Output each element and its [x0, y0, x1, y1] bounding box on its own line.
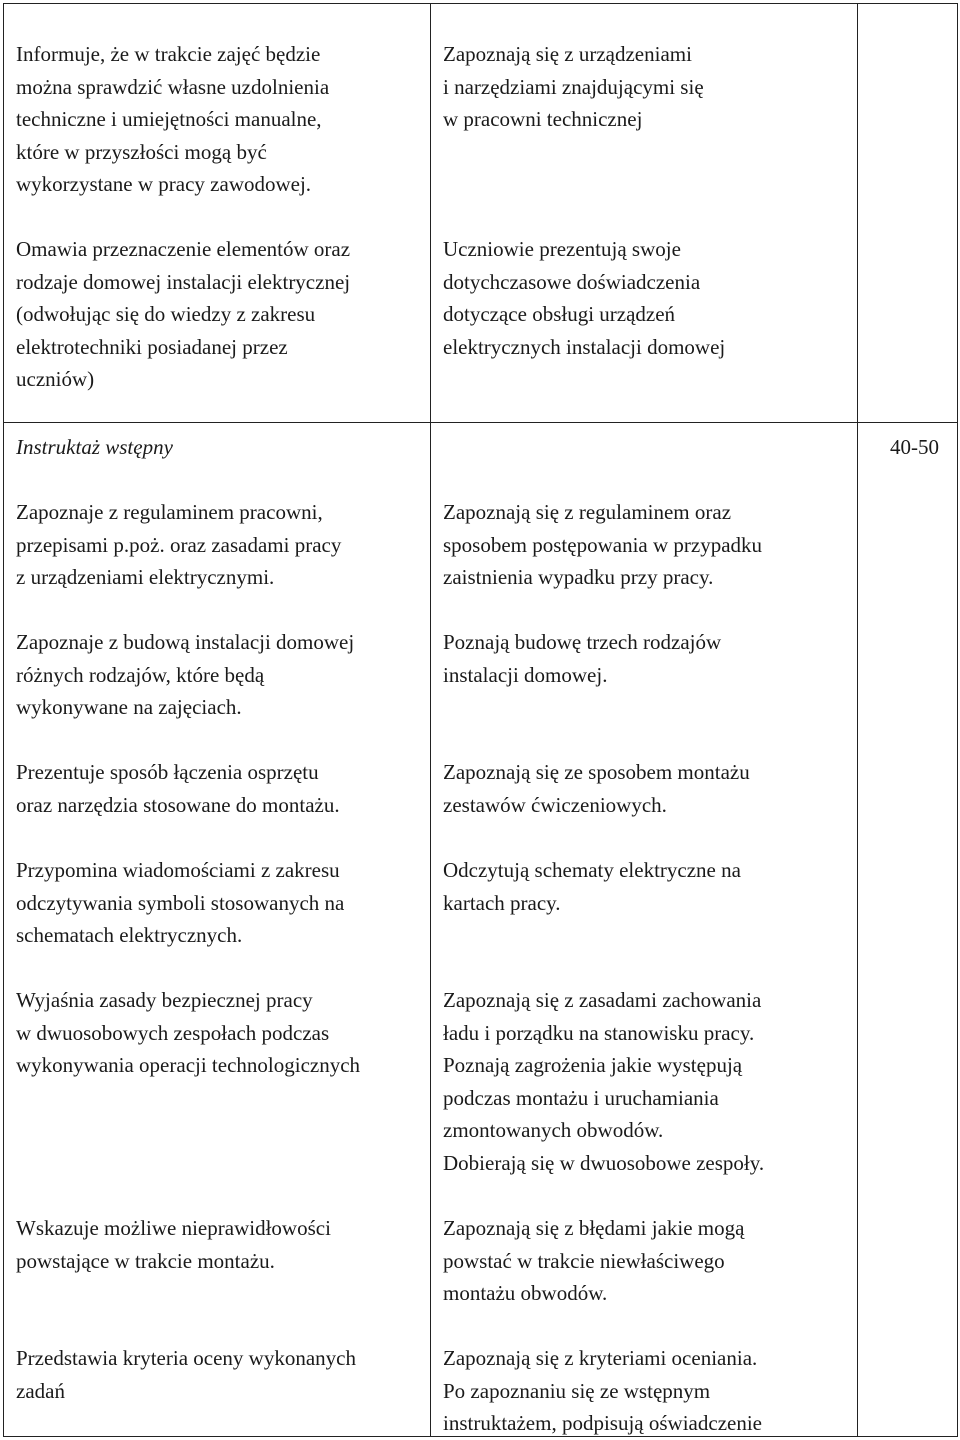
- student-paragraph: Uczniowie prezentują swoje dotychczasowe doświadczenia dotyczące obsługi urządzeń elektrycznych instalacji domowej: [443, 237, 726, 359]
- table-row: [4, 423, 958, 1437]
- student-paragraph: Zapoznają się z regulaminem oraz sposobem postępowania w przypadku zaistnienia wypadku przy pracy.: [443, 500, 763, 590]
- student-activity-cell: [431, 423, 858, 1437]
- teacher-paragraph: Omawia przeznaczenie elementów oraz rodzaje domowej instalacji elektrycznej (odwołując się do wiedzy z zakresu elektrotechniki posiadanej przez uczniów): [16, 237, 351, 392]
- table-row: [4, 4, 958, 423]
- student-activity-cell: [431, 4, 858, 423]
- student-paragraph: Zapoznają się z błędami jakie mogą powstać w trakcie niewłaściwego montażu obwodów.: [443, 1216, 745, 1306]
- section-title: Instruktaż wstępny: [16, 435, 173, 459]
- student-paragraph: Zapoznają się ze sposobem montażu zestawów ćwiczeniowych.: [443, 760, 750, 817]
- teacher-paragraph: Informuje, że w trakcie zajęć będzie można sprawdzić własne uzdolnienia techniczne i umiejętności manualne, które w przyszłości mogą być wykorzystane w pracy zawodowej.: [16, 42, 330, 197]
- teacher-paragraph: Przedstawia kryteria oceny wykonanych zadań: [16, 1346, 356, 1403]
- teacher-activity-cell: [4, 4, 431, 423]
- teacher-paragraph: Zapoznaje z regulaminem pracowni, przepisami p.poż. oraz zasadami pracy z urządzeniami elektrycznymi.: [16, 500, 342, 590]
- student-paragraph: Zapoznają się z zasadami zachowania ładu i porządku na stanowisku pracy. Poznają zagrożenia jakie występują podczas montażu i uruchamiania zmontowanych obwodów. Dobierają się w dwuosobowe zespoły.: [443, 988, 765, 1175]
- teacher-paragraph: Wyjaśnia zasady bezpiecznej pracy w dwuosobowych zespołach podczas wykonywania operacji technologicznych: [16, 988, 361, 1078]
- student-paragraph: Zapoznają się z kryteriami oceniania. Po zapoznaniu się ze wstępnym instruktażem, podpisują oświadczenie: [443, 1346, 762, 1436]
- student-paragraph: Zapoznają się z urządzeniami i narzędziami znajdującymi się w pracowni technicznej: [443, 42, 704, 132]
- time-cell: [858, 423, 958, 1437]
- lesson-plan-table: [3, 3, 958, 1437]
- time-value: 40-50: [890, 435, 939, 459]
- teacher-paragraph: Zapoznaje z budową instalacji domowej różnych rodzajów, które będą wykonywane na zajęciach.: [16, 630, 355, 720]
- teacher-paragraph: Wskazuje możliwe nieprawidłowości powstające w trakcie montażu.: [16, 1216, 331, 1273]
- teacher-paragraph: Przypomina wiadomościami z zakresu odczytywania symboli stosowanych na schematach elektrycznych.: [16, 858, 345, 948]
- teacher-activity-cell: [4, 423, 431, 1437]
- student-paragraph: Odczytują schematy elektryczne na kartach pracy.: [443, 858, 741, 915]
- teacher-paragraph: Prezentuje sposób łączenia osprzętu oraz narzędzia stosowane do montażu.: [16, 760, 340, 817]
- student-paragraph: Poznają budowę trzech rodzajów instalacji domowej.: [443, 630, 722, 687]
- time-cell: [858, 4, 958, 423]
